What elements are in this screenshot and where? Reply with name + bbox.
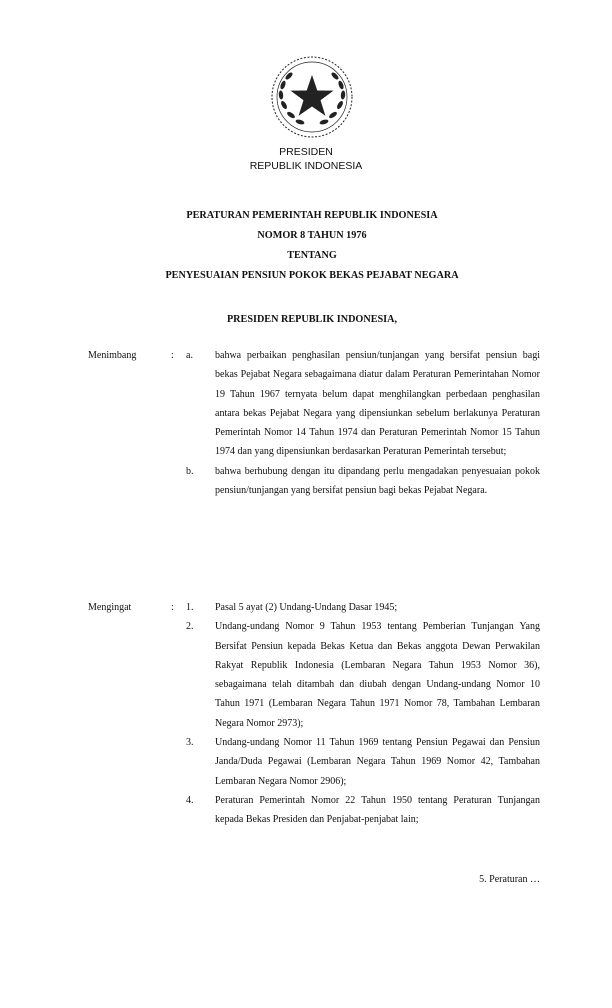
menimbang-section — [0, 346, 612, 500]
title-line-4: PENYESUAIAN PENSIUN POKOK BEKAS PEJABAT NEGARA — [165, 270, 459, 281]
item-number: 4. — [186, 794, 194, 806]
menimbang-item-b — [0, 462, 612, 501]
item-text: Pasal 5 ayat (2) Undang-Undang Dasar 1945; — [215, 602, 398, 613]
item-number: a. — [186, 350, 193, 361]
item-number: 2. — [186, 621, 194, 633]
garuda-star-emblem — [270, 55, 354, 139]
mengingat-item-1 — [0, 598, 612, 617]
regulation-title — [0, 206, 612, 286]
item-text: Peraturan Pemerintah Nomor 22 Tahun 1950 tentang Peraturan Tunjangan kepada Bekas Presiden dan Penjabat-penjabat lain; — [215, 794, 540, 826]
mengingat-colon: : — [171, 602, 174, 613]
item-text: Undang-undang Nomor 11 Tahun 1969 tentang Pensiun Pegawai dan Pensiun Janda/Duda Pegawai (Lembaran Negara Tahun 1969 Nomor 42, Tambahan Lembaran Negara Nomor 2906); — [215, 737, 540, 787]
mengingat-label: Mengingat — [88, 602, 132, 613]
menimbang-item-a — [0, 346, 612, 462]
mengingat-item-2 — [0, 617, 612, 733]
title-line-1: PERATURAN PEMERINTAH REPUBLIK INDONESIA — [186, 210, 438, 221]
header-presiden: PRESIDEN — [279, 146, 333, 158]
item-number: 3. — [186, 737, 194, 749]
mengingat-item-4 — [0, 791, 612, 830]
item-text: bahwa berhubung dengan itu dipandang perlu mengadakan penyesuaian pokok pensiun/tunjangan yang bersifat pensiun bagi bekas Pejabat Negara. — [215, 465, 540, 497]
opening-line: PRESIDEN REPUBLIK INDONESIA, — [226, 314, 398, 325]
title-line-3: TENTANG — [287, 250, 337, 261]
item-number: b. — [186, 465, 194, 477]
page-catchword: 5. Peraturan … — [479, 874, 540, 885]
item-text: bahwa perbaikan penghasilan pensiun/tunjangan yang bersifat pensiun bagi bekas Pejabat Negara sebagaimana diatur dalam Peraturan Pemerintahan Nomor 19 Tahun 1967 ternyata belum dapat menghilangkan perbedaan penghasilan antara bekas Pejabat Negara yang dipensiunkan sebelum berlakunya Peraturan Pemerintah Nomor 14 Tahun 1974 dan Peraturan Pemerintah Nomor 15 Tahun 1974 dan yang dipensiunkan berdasarkan Peraturan Pemerintah tersebut; — [215, 350, 540, 458]
item-number: 1. — [186, 602, 194, 613]
menimbang-label: Menimbang — [88, 350, 137, 361]
mengingat-section — [0, 598, 612, 830]
mengingat-item-3 — [0, 733, 612, 791]
menimbang-colon: : — [171, 350, 174, 361]
item-text: Undang-undang Nomor 9 Tahun 1953 tentang Pemberian Tunjangan Yang Bersifat Pensiun kepada Bekas Ketua dan Bekas anggota Dewan Perwakilan Rakyat Republik Indonesia (Lembaran Negara Tahun 1953 Nomor 36), sebagaimana telah ditambah dan diubah dengan Undang-undang Nomor 10 Tahun 1971 (Lembaran Negara Tahun 1971 Nomor 78, Tambahan Lembaran Negara Nomor 2973); — [215, 621, 540, 729]
header-republik: REPUBLIK INDONESIA — [249, 160, 363, 172]
title-line-2: NOMOR 8 TAHUN 1976 — [257, 230, 367, 241]
